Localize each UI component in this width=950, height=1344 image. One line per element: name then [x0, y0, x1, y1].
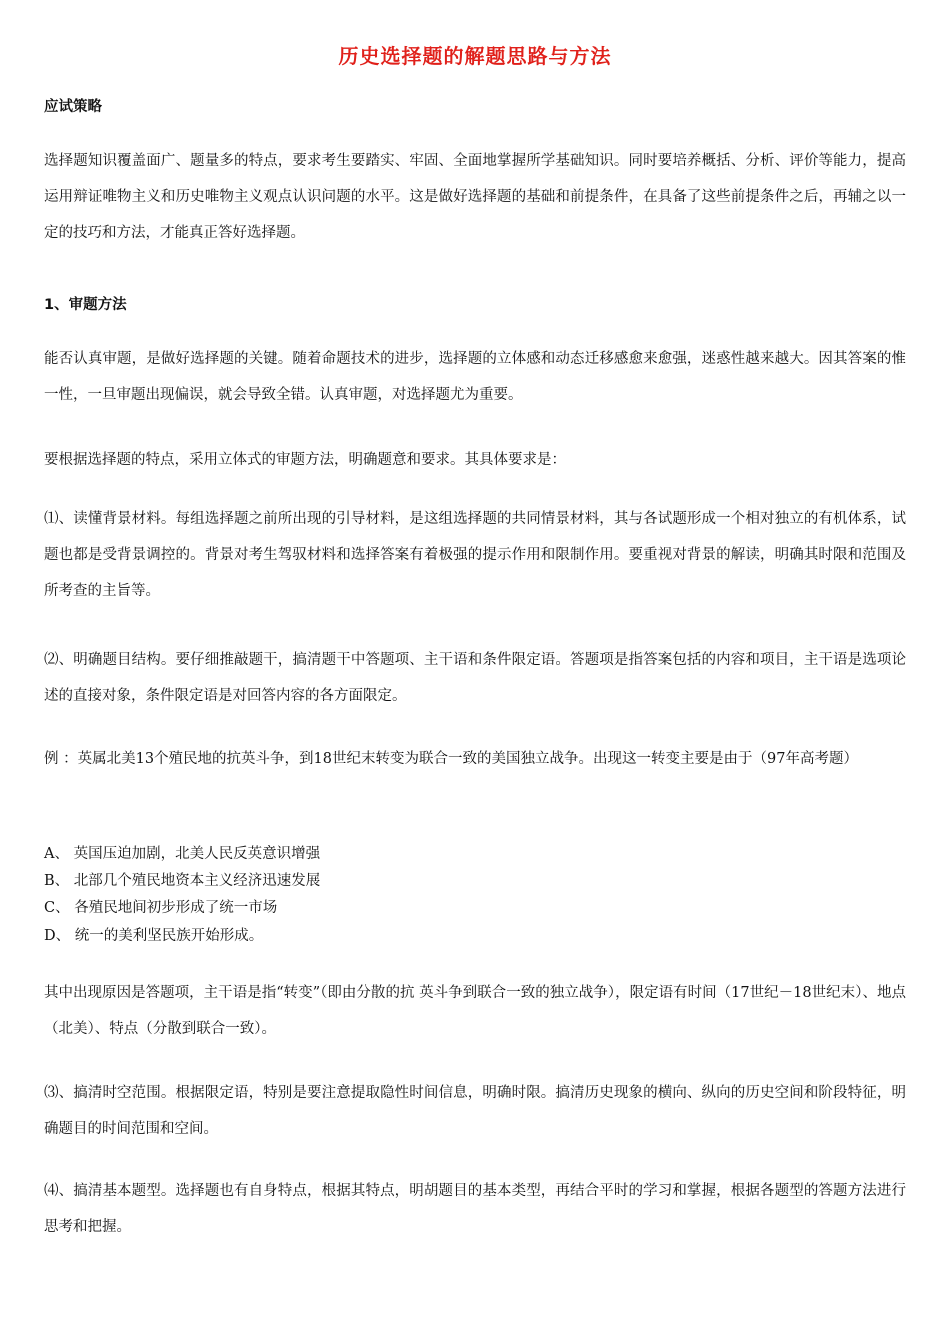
paragraph-6: ⑶、搞清时空范围。根据限定语，特别是要注意提取隐性时间信息，明确时限。搞清历史现象的横向、纵向的历史空间和阶段特征，明确题目的时间范围和空间。 — [44, 1085, 906, 1137]
paragraph-4: ⑵、明确题目结构。要仔细推敲题干，搞清题干中答题项、主干语和条件限定语。答题项是指答案包括的内容和项目，主干语是选项论述的直接对象，条件限定语是对回答内容的各方面限定。 — [44, 652, 906, 704]
option-d: D、 统一的美利坚民族开始形成。 — [44, 928, 264, 944]
paragraph-2: 要根据选择题的特点，采用立体式的审题方法，明确题意和要求。其具体要求是： — [44, 452, 566, 468]
paragraph-5: 其中出现原因是答题项，主干语是指“转变”（即由分散的抗 英斗争到联合一致的独立战争），限定语有时间（17世纪－18世纪末）、地点（北美）、特点（分散到联合一致）。 — [44, 985, 906, 1037]
option-b: B、 北部几个殖民地资本主义经济迅速发展 — [44, 873, 321, 889]
paragraph-7: ⑷、搞清基本题型。选择题也有自身特点，根据其特点，明胡题目的基本类型，再结合平时的学习和掌握，根据各题型的答题方法进行思考和把握。 — [44, 1183, 906, 1235]
heading-strategy: 应试策略 — [44, 99, 102, 115]
option-c: C、 各殖民地间初步形成了统一市场 — [44, 900, 278, 916]
document-title: 历史选择题的解题思路与方法 — [338, 44, 612, 68]
intro-paragraph: 选择题知识覆盖面广、题量多的特点，要求考生要踏实、牢固、全面地掌握所学基础知识。同时要培养概括、分析、评价等能力，提高运用辩证唯物主义和历史唯物主义观点认识问题的水平。这是做好选择题的基础和前提条件，在具备了这些前提条件之后，再辅之以一定的技巧和方法，才能真正答好选择题。 — [44, 153, 906, 241]
example-question: 例 ：英属北美13个殖民地的抗英斗争，到18世纪末转变为联合一致的美国独立战争。出现这一转变主要是由于（97年高考题） — [44, 751, 858, 767]
paragraph-3: ⑴、读懂背景材料。每组选择题之前所出现的引导材料，是这组选择题的共同情景材料，其与各试题形成一个相对独立的有机体系，试题也都是受背景调控的。背景对考生驾驭材料和选择答案有着极强的提示作用和限制作用。要重视对背景的解读，明确其时限和范围及所考查的主旨等。 — [44, 511, 906, 599]
paragraph-1: 能否认真审题，是做好选择题的关键。随着命题技术的进步，选择题的立体感和动态迁移感愈来愈强，迷惑性越来越大。因其答案的惟一性，一旦审题出现偏误，就会导致全错。认真审题，对选择题尤为重要。 — [44, 351, 906, 403]
heading-section-1: 1、审题方法 — [44, 297, 127, 313]
option-a: A、 英国压迫加剧，北美人民反英意识增强 — [44, 846, 321, 862]
